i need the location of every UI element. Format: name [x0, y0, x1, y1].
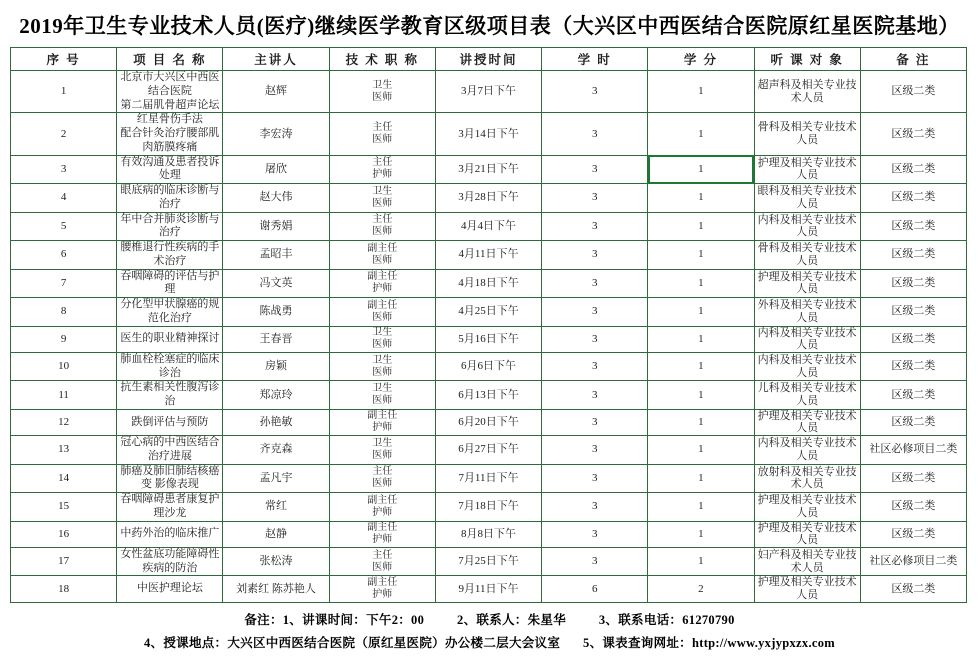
footer-website: 5、课表查询网址：http://www.yxjypxzx.com — [583, 636, 835, 651]
technical-title-line-1: 副主任 — [367, 410, 398, 422]
cell-hours[interactable]: 3 — [542, 298, 648, 327]
project-name-line-2: 配合针灸治疗腰部肌肉筋膜疼痛 — [120, 127, 220, 153]
cell-no[interactable]: 18 — [11, 576, 117, 602]
cell-project-name[interactable] — [117, 269, 223, 298]
technical-title-line-1: 卫生 — [372, 437, 393, 449]
cell-lecture-time[interactable]: 6月13日下午 — [435, 381, 541, 410]
cell-no[interactable]: 9 — [11, 326, 117, 352]
column-header-credits: 学 分 — [648, 48, 754, 71]
footer-contact-person: 2、联系人：朱星华 — [457, 612, 566, 627]
cell-technical-title[interactable] — [329, 381, 435, 410]
cell-technical-title[interactable] — [329, 212, 435, 241]
cell-technical-title[interactable] — [329, 113, 435, 155]
course-schedule-table — [10, 47, 967, 603]
project-name-line-1: 北京市大兴区中西医结合医院 — [120, 71, 220, 97]
project-name-line-1: 医生的职业精神探讨 — [120, 332, 220, 345]
cell-remark[interactable]: 区级二类 — [860, 113, 966, 155]
cell-speaker[interactable]: 常红 — [223, 493, 329, 522]
technical-title-line-2: 医师 — [372, 311, 393, 323]
cell-audience[interactable]: 护理及相关专业技术人员 — [754, 409, 860, 435]
cell-hours[interactable]: 6 — [542, 576, 648, 602]
cell-speaker[interactable]: 李宏涛 — [223, 113, 329, 155]
cell-remark[interactable]: 区级二类 — [860, 241, 966, 270]
cell-lecture-time[interactable]: 3月21日下午 — [435, 155, 541, 184]
cell-lecture-time[interactable]: 7月18日下午 — [435, 493, 541, 522]
table-row — [11, 547, 967, 576]
cell-audience[interactable]: 眼科及相关专业技术人员 — [754, 184, 860, 213]
technical-title-line-2: 医师 — [372, 561, 393, 573]
cell-audience[interactable]: 护理及相关专业技术人员 — [754, 521, 860, 547]
cell-technical-title[interactable] — [329, 352, 435, 381]
table-row — [11, 212, 967, 241]
cell-project-name[interactable] — [117, 464, 223, 493]
column-header-no: 序 号 — [11, 48, 117, 71]
cell-project-name[interactable] — [117, 381, 223, 410]
technical-title-line-1: 主任 — [372, 466, 393, 478]
cell-hours[interactable]: 3 — [542, 326, 648, 352]
cell-hours[interactable]: 3 — [542, 155, 648, 184]
cell-project-name[interactable] — [117, 212, 223, 241]
cell-project-name[interactable] — [117, 436, 223, 465]
cell-lecture-time[interactable]: 7月11日下午 — [435, 464, 541, 493]
cell-credits[interactable]: 1 — [648, 381, 754, 410]
cell-technical-title[interactable] — [329, 71, 435, 113]
footer-lecture-time: 备注：1、讲课时间：下午2：00 — [244, 612, 425, 627]
table-row — [11, 464, 967, 493]
project-name-line-1: 肺血栓栓塞症的临床诊治 — [120, 352, 220, 379]
table-row — [11, 71, 967, 113]
cell-speaker[interactable]: 张松涛 — [223, 547, 329, 576]
cell-project-name[interactable] — [117, 352, 223, 381]
technical-title-line-1: 卫生 — [372, 383, 393, 395]
project-name-line-1: 吞咽障碍患者康复护理沙龙 — [120, 493, 220, 519]
page-title: 2019年卫生专业技术人员(医疗)继续医学教育区级项目表（大兴区中西医结合医院原红星医院基地） — [19, 14, 960, 38]
project-name-line-1: 眼底病的临床诊断与治疗 — [120, 184, 220, 210]
cell-no[interactable]: 14 — [11, 464, 117, 493]
cell-speaker[interactable]: 孙艳敏 — [223, 409, 329, 435]
cell-speaker[interactable]: 齐克森 — [223, 436, 329, 465]
cell-no[interactable]: 16 — [11, 521, 117, 547]
technical-title-line-1: 卫生 — [372, 354, 393, 366]
cell-technical-title[interactable] — [329, 326, 435, 352]
cell-technical-title[interactable] — [329, 436, 435, 465]
cell-hours[interactable]: 3 — [542, 71, 648, 113]
cell-credits[interactable]: 1 — [648, 298, 754, 327]
cell-speaker[interactable]: 赵大伟 — [223, 184, 329, 213]
cell-no[interactable]: 5 — [11, 212, 117, 241]
cell-hours[interactable]: 3 — [542, 521, 648, 547]
project-name-line-1: 中医护理论坛 — [136, 582, 203, 595]
cell-lecture-time[interactable]: 8月8日下午 — [435, 521, 541, 547]
cell-lecture-time[interactable]: 3月14日下午 — [435, 113, 541, 155]
cell-remark[interactable]: 区级二类 — [860, 269, 966, 298]
technical-title-line-1: 主任 — [372, 549, 393, 561]
table-row — [11, 436, 967, 465]
footer-notes — [10, 609, 969, 656]
technical-title-line-2: 医师 — [372, 395, 393, 407]
cell-remark[interactable]: 区级二类 — [860, 464, 966, 493]
cell-audience[interactable]: 妇产科及相关专业技术人员 — [754, 547, 860, 576]
cell-hours[interactable]: 3 — [542, 493, 648, 522]
column-header-project-name: 项 目 名 称 — [117, 48, 223, 71]
cell-lecture-time[interactable]: 4月18日下午 — [435, 269, 541, 298]
technical-title-line-2: 护师 — [372, 422, 393, 434]
table-row — [11, 493, 967, 522]
technical-title-line-2: 护师 — [372, 588, 393, 600]
cell-remark[interactable]: 区级二类 — [860, 521, 966, 547]
cell-audience[interactable]: 内科及相关专业技术人员 — [754, 212, 860, 241]
footer-venue: 4、授课地点：大兴区中西医结合医院（原红星医院）办公楼二层大会议室 — [144, 636, 561, 651]
table-header-row — [11, 48, 967, 71]
footer-line-1 — [10, 609, 969, 633]
cell-audience[interactable]: 护理及相关专业技术人员 — [754, 155, 860, 184]
column-header-technical-title: 技 术 职 称 — [329, 48, 435, 71]
cell-remark[interactable]: 区级二类 — [860, 155, 966, 184]
cell-audience[interactable]: 骨科及相关专业技术人员 — [754, 113, 860, 155]
cell-project-name[interactable] — [117, 521, 223, 547]
cell-remark[interactable]: 区级二类 — [860, 576, 966, 602]
cell-speaker[interactable]: 冯文英 — [223, 269, 329, 298]
cell-hours[interactable]: 3 — [542, 241, 648, 270]
project-name-line-1: 吞咽障碍的评估与护理 — [120, 269, 220, 296]
table-row — [11, 113, 967, 155]
technical-title-line-2: 医师 — [372, 339, 393, 351]
cell-remark[interactable]: 区级二类 — [860, 71, 966, 113]
cell-no[interactable]: 8 — [11, 298, 117, 327]
cell-no[interactable]: 10 — [11, 352, 117, 381]
cell-project-name[interactable] — [117, 155, 223, 184]
project-name-line-1: 抗生素相关性腹泻诊治 — [120, 381, 220, 408]
cell-remark[interactable]: 社区必修项目二类 — [860, 547, 966, 576]
technical-title-line-2: 护师 — [372, 534, 393, 546]
cell-project-name[interactable] — [117, 113, 223, 155]
cell-remark[interactable]: 区级二类 — [860, 212, 966, 241]
cell-project-name[interactable] — [117, 241, 223, 270]
technical-title-line-1: 卫生 — [372, 79, 393, 91]
technical-title-line-1: 卫生 — [372, 185, 393, 197]
technical-title-line-2: 护师 — [372, 506, 393, 518]
table-row — [11, 241, 967, 270]
cell-remark[interactable]: 区级二类 — [860, 381, 966, 410]
project-name-line-1: 红星骨伤手法 — [136, 113, 203, 126]
cell-audience[interactable]: 护理及相关专业技术人员 — [754, 493, 860, 522]
cell-no[interactable]: 11 — [11, 381, 117, 410]
cell-speaker[interactable]: 谢秀娟 — [223, 212, 329, 241]
cell-lecture-time[interactable]: 3月7日下午 — [435, 71, 541, 113]
technical-title-line-2: 医师 — [372, 197, 393, 209]
cell-technical-title[interactable] — [329, 464, 435, 493]
cell-no[interactable]: 7 — [11, 269, 117, 298]
cell-remark[interactable]: 区级二类 — [860, 352, 966, 381]
cell-audience[interactable]: 外科及相关专业技术人员 — [754, 298, 860, 327]
technical-title-line-2: 护师 — [372, 283, 393, 295]
technical-title-line-1: 副主任 — [367, 494, 398, 506]
cell-lecture-time[interactable]: 6月6日下午 — [435, 352, 541, 381]
cell-lecture-time[interactable]: 4月11日下午 — [435, 241, 541, 270]
cell-credits[interactable]: 1 — [648, 436, 754, 465]
technical-title-line-2: 护师 — [372, 169, 393, 181]
cell-hours[interactable]: 3 — [542, 212, 648, 241]
technical-title-line-2: 医师 — [372, 226, 393, 238]
cell-hours[interactable]: 3 — [542, 547, 648, 576]
cell-audience[interactable]: 儿科及相关专业技术人员 — [754, 381, 860, 410]
technical-title-line-1: 主任 — [372, 214, 393, 226]
cell-credits[interactable]: 1 — [648, 212, 754, 241]
cell-project-name[interactable] — [117, 298, 223, 327]
project-name-line-1: 腰椎退行性疾病的手术治疗 — [120, 241, 220, 267]
cell-credits[interactable]: 1 — [648, 113, 754, 155]
project-name-line-1: 跌倒评估与预防 — [131, 415, 209, 428]
cell-speaker[interactable]: 王春晋 — [223, 326, 329, 352]
cell-credits[interactable]: 1 — [648, 326, 754, 352]
footer-contact-phone: 3、联系电话：61270790 — [598, 612, 735, 627]
cell-credits[interactable]: 1 — [648, 184, 754, 213]
cell-audience[interactable]: 放射科及相关专业技术人员 — [754, 464, 860, 493]
table-body — [11, 71, 967, 603]
cell-project-name[interactable] — [117, 184, 223, 213]
cell-speaker[interactable]: 孟昭丰 — [223, 241, 329, 270]
cell-lecture-time[interactable]: 4月4日下午 — [435, 212, 541, 241]
cell-technical-title[interactable] — [329, 409, 435, 435]
cell-hours[interactable]: 3 — [542, 409, 648, 435]
cell-lecture-time[interactable]: 6月20日下午 — [435, 409, 541, 435]
cell-credits[interactable]: 1 — [648, 409, 754, 435]
cell-credits[interactable]: 1 — [648, 547, 754, 576]
cell-hours[interactable]: 3 — [542, 269, 648, 298]
cell-credits[interactable]: 1 — [648, 269, 754, 298]
project-name-line-1: 有效沟通及患者投诉处理 — [120, 155, 220, 182]
project-name-line-1: 年中合并肺炎诊断与治疗 — [120, 212, 220, 239]
cell-audience[interactable]: 护理及相关专业技术人员 — [754, 576, 860, 602]
table-row — [11, 184, 967, 213]
project-name-line-1: 肺癌及肺旧肺结核癌变 影像表现 — [120, 464, 220, 491]
cell-remark[interactable]: 区级二类 — [860, 298, 966, 327]
cell-speaker[interactable]: 屠欣 — [223, 155, 329, 184]
table-row — [11, 298, 967, 327]
cell-audience[interactable]: 护理及相关专业技术人员 — [754, 269, 860, 298]
cell-hours[interactable]: 3 — [542, 436, 648, 465]
cell-credits[interactable]: 1 — [648, 464, 754, 493]
footer-line-2 — [10, 632, 969, 656]
table-row — [11, 381, 967, 410]
project-name-line-1: 女性盆底功能障碍性疾病的防治 — [120, 547, 220, 574]
project-name-line-1: 中药外治的临床推广 — [120, 527, 220, 540]
cell-audience[interactable]: 内科及相关专业技术人员 — [754, 436, 860, 465]
cell-remark[interactable]: 区级二类 — [860, 493, 966, 522]
column-header-speaker: 主讲人 — [223, 48, 329, 71]
table-header — [11, 48, 967, 71]
cell-speaker[interactable]: 陈战勇 — [223, 298, 329, 327]
technical-title-line-2: 医师 — [372, 366, 393, 378]
cell-lecture-time[interactable]: 4月25日下午 — [435, 298, 541, 327]
table-row — [11, 326, 967, 352]
cell-lecture-time[interactable]: 6月27日下午 — [435, 436, 541, 465]
cell-speaker[interactable]: 房颖 — [223, 352, 329, 381]
technical-title-line-1: 副主任 — [367, 522, 398, 534]
column-header-hours: 学 时 — [542, 48, 648, 71]
cell-lecture-time[interactable]: 3月28日下午 — [435, 184, 541, 213]
column-header-lecture-time: 讲授时间 — [435, 48, 541, 71]
project-name-line-1: 冠心病的中西医结合治疗进展 — [120, 436, 220, 462]
cell-remark[interactable]: 区级二类 — [860, 326, 966, 352]
technical-title-line-2: 医师 — [372, 133, 393, 145]
cell-audience[interactable]: 超声科及相关专业技术人员 — [754, 71, 860, 113]
cell-project-name[interactable] — [117, 326, 223, 352]
table-row — [11, 521, 967, 547]
cell-audience[interactable]: 内科及相关专业技术人员 — [754, 326, 860, 352]
cell-credits[interactable]: 1 — [648, 71, 754, 113]
cell-lecture-time[interactable]: 5月16日下午 — [435, 326, 541, 352]
cell-speaker[interactable]: 孟凡宇 — [223, 464, 329, 493]
cell-technical-title[interactable] — [329, 298, 435, 327]
cell-remark[interactable]: 社区必修项目二类 — [860, 436, 966, 465]
cell-speaker[interactable]: 赵辉 — [223, 71, 329, 113]
cell-hours[interactable]: 3 — [542, 381, 648, 410]
cell-technical-title[interactable] — [329, 184, 435, 213]
cell-credits[interactable]: 1 — [648, 352, 754, 381]
cell-credits-selected[interactable]: 1 — [648, 155, 754, 184]
cell-project-name[interactable] — [117, 547, 223, 576]
technical-title-line-2: 医师 — [372, 449, 393, 461]
cell-technical-title[interactable] — [329, 493, 435, 522]
cell-project-name[interactable] — [117, 409, 223, 435]
technical-title-line-1: 副主任 — [367, 271, 398, 283]
project-name-line-1: 分化型甲状腺癌的规范化治疗 — [120, 298, 220, 324]
cell-credits[interactable]: 1 — [648, 521, 754, 547]
table-row — [11, 269, 967, 298]
cell-lecture-time[interactable]: 9月11日下午 — [435, 576, 541, 602]
table-row — [11, 409, 967, 435]
technical-title-line-2: 医师 — [372, 254, 393, 266]
project-name-line-2: 第二届肌骨超声论坛 — [120, 98, 220, 111]
column-header-audience: 听 课 对 象 — [754, 48, 860, 71]
cell-no[interactable]: 6 — [11, 241, 117, 270]
technical-title-line-1: 副主任 — [367, 242, 398, 254]
cell-no[interactable]: 3 — [11, 155, 117, 184]
cell-project-name[interactable] — [117, 71, 223, 113]
cell-credits[interactable]: 1 — [648, 241, 754, 270]
cell-no[interactable]: 15 — [11, 493, 117, 522]
column-header-remark: 备 注 — [860, 48, 966, 71]
table-row — [11, 155, 967, 184]
cell-credits[interactable]: 1 — [648, 493, 754, 522]
cell-speaker[interactable]: 赵静 — [223, 521, 329, 547]
technical-title-line-2: 医师 — [372, 478, 393, 490]
cell-speaker[interactable]: 郑凉玲 — [223, 381, 329, 410]
technical-title-line-2: 医师 — [372, 91, 393, 103]
cell-audience[interactable]: 内科及相关专业技术人员 — [754, 352, 860, 381]
cell-no[interactable]: 4 — [11, 184, 117, 213]
technical-title-line-1: 主任 — [372, 157, 393, 169]
cell-hours[interactable]: 3 — [542, 113, 648, 155]
cell-lecture-time[interactable]: 7月25日下午 — [435, 547, 541, 576]
cell-technical-title[interactable] — [329, 521, 435, 547]
cell-technical-title[interactable] — [329, 241, 435, 270]
cell-technical-title[interactable] — [329, 155, 435, 184]
cell-hours[interactable]: 3 — [542, 464, 648, 493]
cell-hours[interactable]: 3 — [542, 352, 648, 381]
cell-remark[interactable]: 区级二类 — [860, 409, 966, 435]
cell-no[interactable]: 1 — [11, 71, 117, 113]
technical-title-line-1: 副主任 — [367, 576, 398, 588]
table-row — [11, 352, 967, 381]
technical-title-line-1: 主任 — [372, 121, 393, 133]
cell-technical-title[interactable] — [329, 269, 435, 298]
cell-no[interactable]: 17 — [11, 547, 117, 576]
cell-remark[interactable]: 区级二类 — [860, 184, 966, 213]
cell-no[interactable]: 12 — [11, 409, 117, 435]
cell-technical-title[interactable] — [329, 547, 435, 576]
cell-no[interactable]: 13 — [11, 436, 117, 465]
technical-title-line-1: 副主任 — [367, 299, 398, 311]
cell-hours[interactable]: 3 — [542, 184, 648, 213]
cell-audience[interactable]: 骨科及相关专业技术人员 — [754, 241, 860, 270]
cell-speaker[interactable]: 刘素红 陈苏艳人 — [223, 576, 329, 602]
cell-credits[interactable]: 2 — [648, 576, 754, 602]
technical-title-line-1: 卫生 — [372, 327, 393, 339]
cell-no[interactable]: 2 — [11, 113, 117, 155]
cell-project-name[interactable] — [117, 493, 223, 522]
